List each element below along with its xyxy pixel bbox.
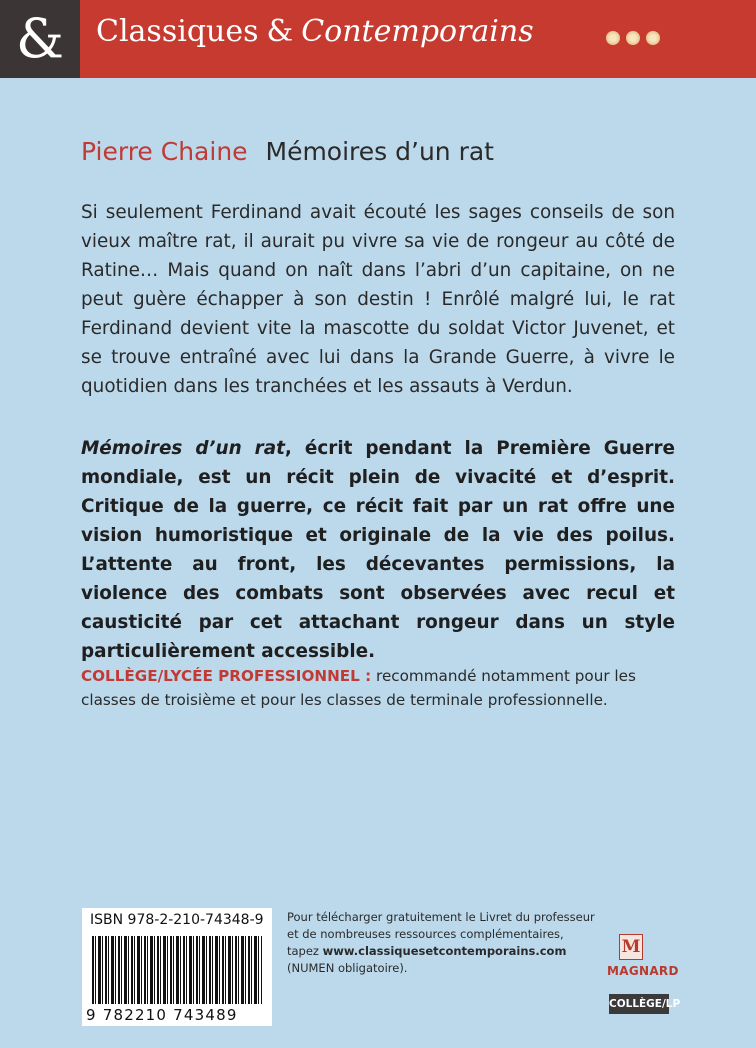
barcode-bars-icon [92,936,262,1004]
recommendation-text: recommandé notamment pour les classes de troisième et pour les classes de terminale professionnelle. [81,667,636,709]
isbn-label: ISBN 978-2-210-74348-9 [90,912,264,928]
summary-paragraph: Si seulement Ferdinand avait écouté les sages conseils de son vieux maître rat, il aurait pu vivre sa vie de rongeur au côté de Ratine… Mais quand on naît dans l’abri d’un capitaine, on ne peut guère échapper à son destin ! Enrôlé malgré lui, le rat Ferdinand devient vite la mascotte du soldat Victor Juvenet, et se trouve entraîné avec lui dans la Grande Guerre, à vivre le quotidien dans les tranchées et les assauts à Verdun. [81,202,675,397]
barcode-number: 9 782210 743489 [86,1006,238,1024]
series-title-ampersand: & [266,14,294,49]
series-logo: & [0,0,80,78]
author-name: Pierre Chaine [81,137,248,166]
book-title: Mémoires d’un rat [265,137,494,166]
series-title [96,14,534,49]
publisher-logo-icon: M [619,934,643,960]
resources-line-3 [287,943,587,960]
collection-badge: COLLÈGE/LP [609,994,669,1014]
recommendation-paragraph [81,664,681,712]
publisher-name: MAGNARD [607,964,679,978]
resources-info [287,909,595,977]
resources-prefix: tapez [287,944,323,958]
series-title-part2: Contemporains [301,14,534,49]
resources-url: www.classiquesetcontemporains.com [322,944,567,958]
series-title-part1: Classiques [96,14,259,49]
recommendation-label: COLLÈGE/LYCÉE PROFESSIONNEL : [81,667,372,685]
series-header [0,0,756,78]
barcode [82,908,272,1026]
book-heading [81,137,494,166]
critique-text: , écrit pendant la Première Guerre mondiale, est un récit plein de vivacité et d’esprit. Critique de la guerre, ce récit fait par un rat offre une vision humoristique et originale de la vie des poilus. L’attente au front, les décevantes permissions, la violence des combats sont observées avec recul et causticité par cet attachant rongeur dans un style particulièrement accessible. [81,438,675,662]
critique-book-title: Mémoires d’un rat [81,438,285,459]
critique-paragraph [81,434,675,666]
resources-line-2: et de nombreuses ressources complémentaires, [287,927,564,941]
resources-line-4: (NUMEN obligatoire). [287,961,408,975]
flower-dots-icon [606,31,660,45]
resources-line-1: Pour télécharger gratuitement le Livret du professeur [287,910,595,924]
